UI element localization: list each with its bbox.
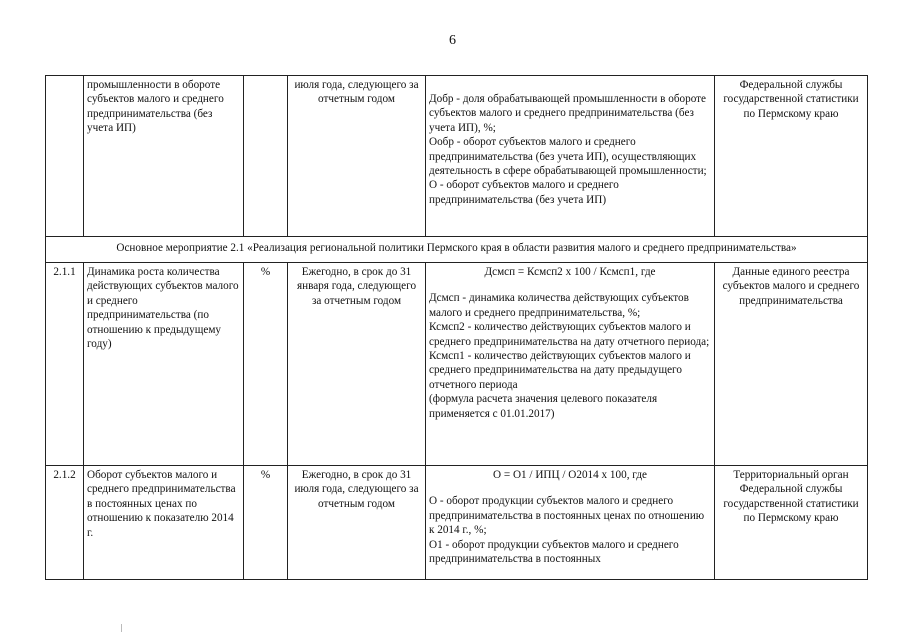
formula-line: Ксмсп1 - количество действующих субъектов малого и среднего предпринимательства на дату предыдущего отчетного периода bbox=[429, 350, 691, 391]
unit-cell: % bbox=[244, 263, 288, 466]
indicator-name-cell: промышленности в обороте субъектов малого и среднего предпринимательства (без учета ИП) bbox=[84, 76, 244, 237]
row-number-cell: 2.1.1 bbox=[46, 263, 84, 466]
formula-line: О - оборот субъектов малого и среднего предпринимательства (без учета ИП) bbox=[429, 179, 619, 206]
formula-expression: О = О1 / ИПЦ / О2014 x 100, где bbox=[492, 469, 647, 481]
section-title: Основное мероприятие 2.1 «Реализация региональной политики Пермского края в области развития малого и среднего предпринимательства» bbox=[116, 242, 797, 254]
unit-cell bbox=[244, 76, 288, 237]
formula-cell bbox=[426, 466, 715, 580]
row-number-cell: 2.1.2 bbox=[46, 466, 84, 580]
source-cell: Территориальный орган Федеральной службы государственной статистики по Пермскому краю bbox=[715, 466, 868, 580]
formula-line: Добр - доля обрабатывающей промышленности в обороте субъектов малого и среднего предпринимательства (без учета ИП), %; bbox=[429, 93, 706, 134]
page-number: 6 bbox=[449, 33, 456, 48]
frequency-cell: Ежегодно, в срок до 31 июля года, следующего за отчетным годом bbox=[288, 466, 426, 580]
indicators-table bbox=[45, 75, 868, 580]
formula-expression: Дсмсп = Ксмсп2 x 100 / Ксмсп1, где bbox=[484, 266, 656, 278]
table-row bbox=[46, 76, 868, 237]
section-title-cell bbox=[46, 237, 868, 263]
unit-cell: % bbox=[244, 466, 288, 580]
frequency-cell: июля года, следующего за отчетным годом bbox=[288, 76, 426, 237]
table-row bbox=[46, 466, 868, 580]
frequency-cell: Ежегодно, в срок до 31 января года, следующего за отчетным годом bbox=[288, 263, 426, 466]
formula-line: Ксмсп2 - количество действующих субъектов малого и среднего предпринимательства на дату отчетного периода; bbox=[429, 321, 710, 348]
spacer bbox=[429, 78, 711, 92]
formula-line: (формула расчета значения целевого показателя применяется с 01.01.2017) bbox=[429, 393, 658, 420]
formula-cell bbox=[426, 263, 715, 466]
section-row bbox=[46, 237, 868, 263]
formula-line: О1 - оборот продукции субъектов малого и среднего предпринимательства в постоянных bbox=[429, 538, 679, 566]
table-row bbox=[46, 263, 868, 466]
formula-line: О - оборот продукции субъектов малого и среднего предпринимательства в постоянных ценах по отношению к 2014 г., %; bbox=[429, 495, 705, 537]
source-cell: Данные единого реестра субъектов малого и среднего предпринимательства bbox=[715, 263, 868, 466]
formula-cell bbox=[426, 76, 715, 237]
formula-line: Ообр - оборот субъектов малого и среднего предпринимательства (без учета ИП), осуществляющих деятельность в сфере обрабатывающей промышленности; bbox=[429, 136, 707, 178]
formula-line: Дсмсп - динамика количества действующих субъектов малого и среднего предпринимательства, %; bbox=[429, 292, 689, 319]
source-cell: Федеральной службы государственной статистики по Пермскому краю bbox=[715, 76, 868, 237]
scan-mark bbox=[121, 624, 122, 632]
indicator-name-cell: Динамика роста количества действующих субъектов малого и среднего предпринимательства (по отношению к предыдущему году) bbox=[84, 263, 244, 466]
row-number-cell bbox=[46, 76, 84, 237]
indicator-name-cell: Оборот субъектов малого и среднего предпринимательства в постоянных ценах по отношению к показателю 2014 г. bbox=[84, 466, 244, 580]
